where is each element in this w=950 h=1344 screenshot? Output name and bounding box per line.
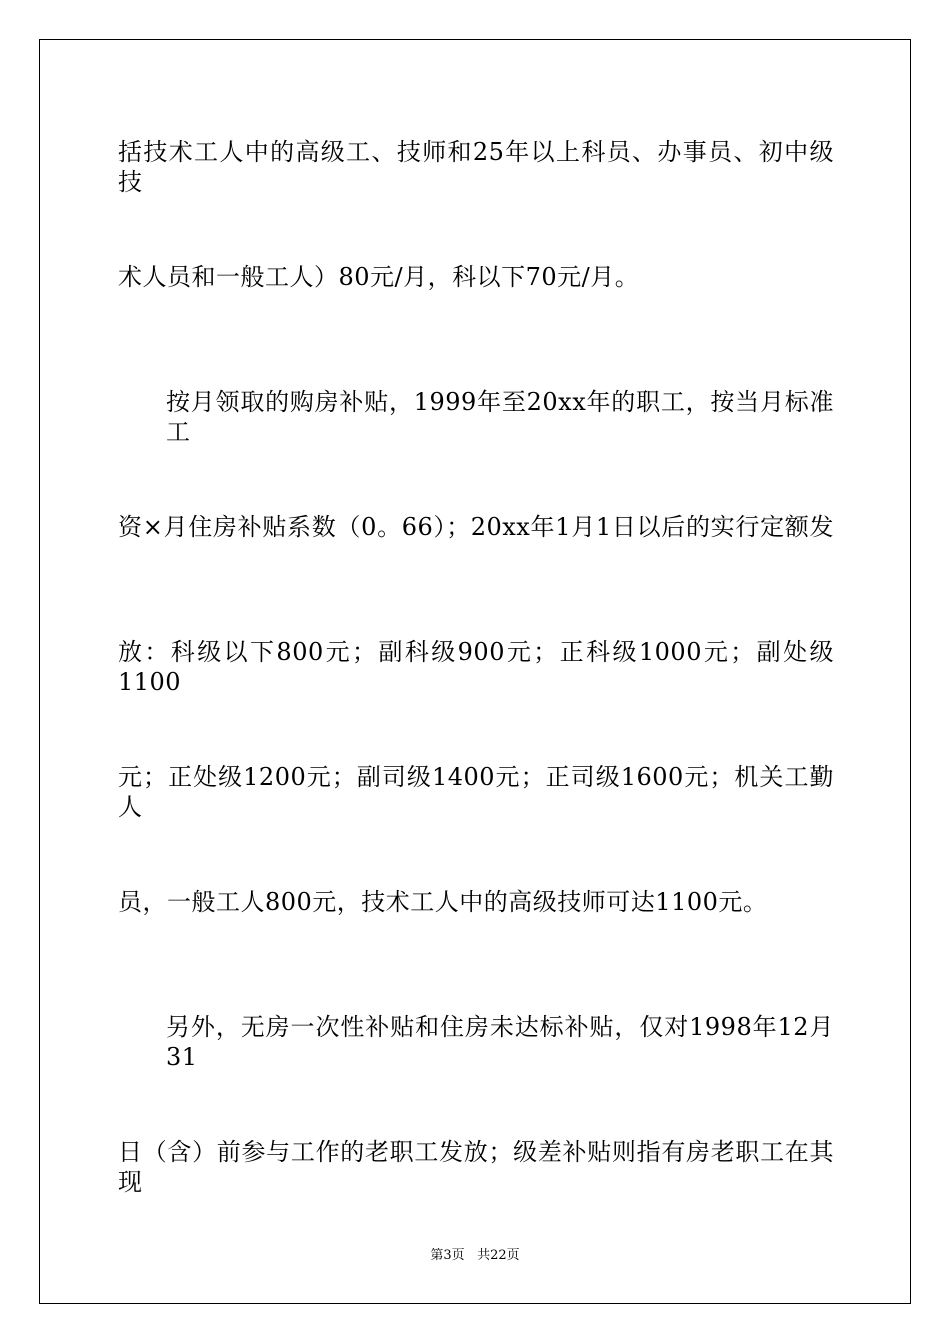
paragraph-line-8: 另外，无房一次性补贴和住房未达标补贴，仅对1998年12月31 xyxy=(166,1013,834,1071)
paragraph-line-5: 放：科级以下800元；副科级900元；正科级1000元；副处级1100 xyxy=(118,638,834,696)
paragraph-line-1: 括技术工人中的高级工、技师和25年以上科员、办事员、初中级技 xyxy=(118,138,834,196)
page-footer xyxy=(0,1248,950,1264)
page-total: 共22页 xyxy=(477,1248,520,1263)
paragraph-line-2: 术人员和一般工人）80元/月，科以下70元/月。 xyxy=(118,263,640,291)
paragraph-line-9: 日（含）前参与工作的老职工发放；级差补贴则指有房老职工在其现 xyxy=(118,1138,834,1196)
paragraph-line-7: 员，一般工人800元，技术工人中的高级技师可达1100元。 xyxy=(118,888,768,916)
paragraph-line-4: 资×月住房补贴系数（0。66）；20xx年1月1日以后的实行定额发 xyxy=(118,513,834,541)
paragraph-line-6: 元；正处级1200元；副司级1400元；正司级1600元；机关工勤人 xyxy=(118,763,834,821)
paragraph-line-3: 按月领取的购房补贴，1999年至20xx年的职工，按当月标准工 xyxy=(166,388,834,446)
page-number: 第3页 xyxy=(430,1248,465,1263)
